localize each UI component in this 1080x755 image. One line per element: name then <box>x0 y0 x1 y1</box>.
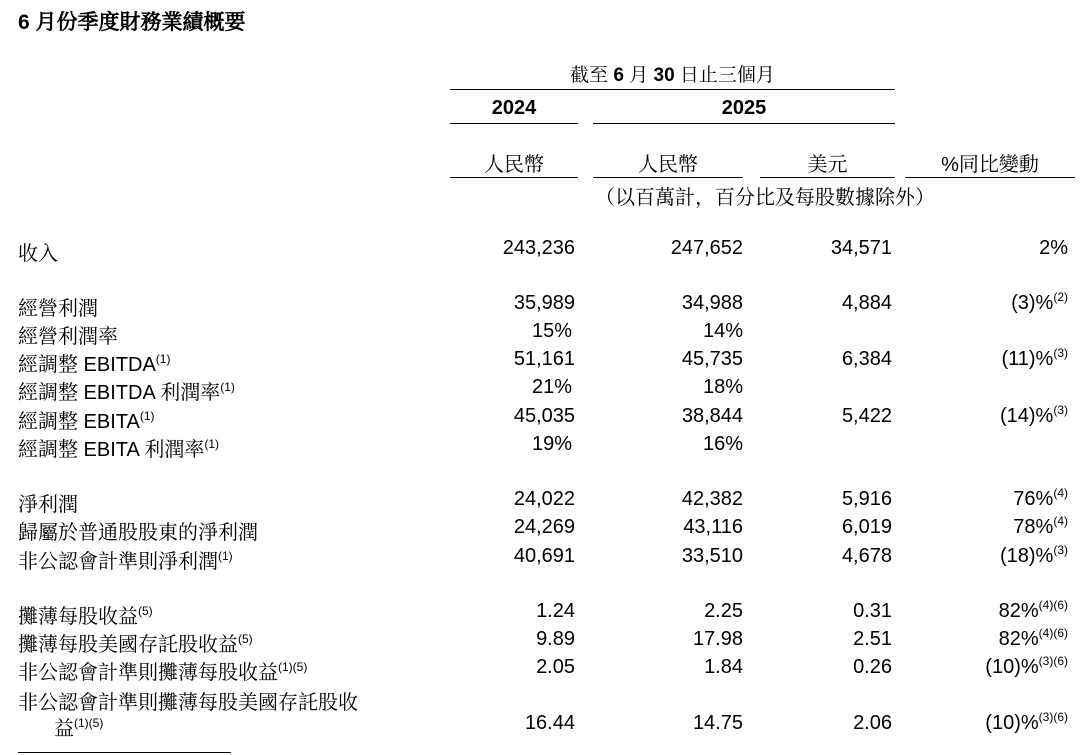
value-2025-usd: 6,019 <box>841 516 892 538</box>
value-2025-rmb: 17.98 <box>692 628 743 650</box>
value-yoy-change <box>900 628 1068 651</box>
period-post: 日止三個月 <box>679 65 775 86</box>
currency-usd: 美元 <box>807 154 848 176</box>
currency-rmb-2025-underline <box>593 177 743 178</box>
row-label-text: 非公認會計準則攤薄每股收益 <box>18 662 278 684</box>
value-yoy-change <box>900 600 1068 623</box>
row-label <box>18 488 78 517</box>
yoy-change-text: (10)% <box>985 656 1039 678</box>
row-label-text: 經調整 EBITA <box>18 411 140 433</box>
footnote-ref: (4) <box>1053 486 1068 500</box>
footnote-ref: (1)(5) <box>74 716 104 730</box>
yoy-change-text: 2% <box>1039 237 1068 259</box>
row-label-text: 收入 <box>18 243 58 265</box>
value-2025-usd: 5,422 <box>841 405 892 427</box>
row-label <box>18 292 98 321</box>
value-yoy-change <box>900 405 1068 428</box>
value-2025-rmb: 247,652 <box>670 237 743 259</box>
row-label <box>18 516 258 545</box>
value-2024-rmb: 16.44 <box>524 712 575 734</box>
footnote-ref: (5) <box>138 604 153 618</box>
value-2025-rmb: 1.84 <box>704 656 743 678</box>
value-yoy-change <box>900 656 1068 679</box>
footnote-ref: (1) <box>204 437 219 451</box>
footnote-ref: (1)(5) <box>278 660 308 674</box>
value-2025-rmb: 14.75 <box>692 712 743 734</box>
footnote-ref: (3)(6) <box>1038 710 1068 724</box>
value-2024-rmb: 19% <box>531 433 572 455</box>
period-month: 6 <box>613 65 624 86</box>
value-2025-rmb: 16% <box>702 433 743 455</box>
footnote-ref: (5) <box>238 632 253 646</box>
row-label-text: 經調整 EBITA 利潤率 <box>18 439 205 461</box>
period-pre: 截至 <box>570 65 609 86</box>
row-label-text: 經營利潤 <box>18 298 98 320</box>
value-yoy-change <box>900 516 1068 539</box>
year-2025-header: 2025 <box>721 97 767 119</box>
row-label-text: 淨利潤 <box>18 494 78 516</box>
footnote-ref: (3) <box>1053 543 1068 557</box>
value-2025-rmb: 38,844 <box>681 405 743 427</box>
year-2025-underline <box>593 123 895 124</box>
period-header <box>450 60 895 87</box>
value-2025-rmb: 42,382 <box>681 488 743 510</box>
yoy-change-text: (10)% <box>985 712 1039 734</box>
value-2025-rmb: 2.25 <box>704 600 743 622</box>
row-label <box>18 376 235 405</box>
value-2024-rmb: 35,989 <box>513 292 575 314</box>
row-label <box>18 545 233 574</box>
footnote-ref: (3) <box>1053 403 1068 417</box>
row-label-continued <box>54 712 103 741</box>
currency-rmb-2025: 人民幣 <box>638 154 698 176</box>
value-2024-rmb: 1.24 <box>536 600 575 622</box>
value-2024-rmb: 21% <box>531 376 572 398</box>
row-label <box>18 628 253 657</box>
footnote-ref: (1) <box>155 352 171 366</box>
yoy-change-text: 76% <box>1013 488 1054 510</box>
value-2025-rmb: 14% <box>702 320 743 342</box>
value-2025-rmb: 43,116 <box>683 516 743 538</box>
value-2024-rmb: 40,691 <box>513 545 575 567</box>
value-2024-rmb: 45,035 <box>513 405 575 427</box>
value-2025-rmb: 33,510 <box>681 545 743 567</box>
year-2024-header: 2024 <box>491 97 537 119</box>
row-label <box>18 348 170 377</box>
value-2024-rmb: 15% <box>531 320 572 342</box>
footnote-ref: (3)(6) <box>1038 654 1068 668</box>
footnote-ref: (1) <box>139 409 155 423</box>
footnote-ref: (1) <box>218 549 233 563</box>
value-2024-rmb: 243,236 <box>502 237 575 259</box>
currency-rmb-2024: 人民幣 <box>484 154 544 176</box>
row-label <box>18 320 118 349</box>
row-label-text: 攤薄每股收益 <box>18 606 138 628</box>
yoy-change-text: (11)% <box>1001 348 1054 370</box>
change-header-underline <box>905 177 1075 178</box>
value-2025-usd: 0.26 <box>853 656 892 678</box>
value-2025-rmb: 45,735 <box>681 348 743 370</box>
value-yoy-change <box>900 237 1068 260</box>
footnote-ref: (3) <box>1053 346 1068 360</box>
period-mid: 月 <box>629 65 649 86</box>
yoy-change-text: 78% <box>1013 516 1054 538</box>
period-underline <box>450 89 895 90</box>
value-2025-usd: 5,916 <box>841 488 892 510</box>
value-yoy-change <box>900 488 1068 511</box>
page-title: 6 月份季度財務業績概要 <box>18 11 246 34</box>
value-2025-usd: 6,384 <box>841 348 892 370</box>
value-2024-rmb: 9.89 <box>536 628 575 650</box>
row-label-text: 非公認會計準則攤薄每股美國存託股收 <box>18 692 358 714</box>
footnote-ref: (4) <box>1053 514 1068 528</box>
row-label <box>18 686 358 715</box>
row-label-text: 經調整 EBITDA <box>18 354 156 376</box>
row-label-text: 經調整 EBITDA 利潤率 <box>18 382 221 404</box>
value-2025-usd: 4,884 <box>841 292 892 314</box>
row-label <box>18 600 153 629</box>
period-day: 30 <box>653 65 675 86</box>
row-label <box>18 405 155 434</box>
change-header: %同比變動 <box>941 154 1039 176</box>
row-label <box>18 237 58 266</box>
row-label-text: 非公認會計準則淨利潤 <box>18 551 218 573</box>
currency-usd-underline <box>760 177 895 178</box>
value-2024-rmb: 51,161 <box>513 348 575 370</box>
footnote-ref: (4)(6) <box>1038 598 1068 612</box>
value-2025-usd: 2.51 <box>853 628 892 650</box>
footnote-ref: (2) <box>1053 290 1068 304</box>
value-2025-usd: 4,678 <box>841 545 892 567</box>
yoy-change-text: (18)% <box>999 545 1054 567</box>
value-2025-rmb: 34,988 <box>681 292 743 314</box>
row-label-text: 經營利潤率 <box>18 326 118 348</box>
row-label-text-continued: 益 <box>54 718 74 740</box>
currency-rmb-2024-underline <box>450 177 578 178</box>
value-yoy-change <box>900 545 1068 568</box>
value-2024-rmb: 2.05 <box>536 656 575 678</box>
row-label-text: 攤薄每股美國存託股收益 <box>18 634 238 656</box>
value-2024-rmb: 24,269 <box>513 516 575 538</box>
value-2024-rmb: 24,022 <box>513 488 575 510</box>
value-2025-rmb: 18% <box>702 376 743 398</box>
row-label-text: 歸屬於普通股股東的淨利潤 <box>18 522 258 544</box>
value-2025-usd: 34,571 <box>830 237 892 259</box>
yoy-change-text: 82% <box>998 628 1039 650</box>
yoy-change-text: (3)% <box>1011 292 1054 314</box>
year-2024-underline <box>450 123 578 124</box>
value-2025-usd: 2.06 <box>853 712 892 734</box>
value-yoy-change <box>900 712 1068 735</box>
yoy-change-text: 82% <box>998 600 1039 622</box>
row-label <box>18 433 219 462</box>
footnote-ref: (4)(6) <box>1038 626 1068 640</box>
footnote-ref: (1) <box>220 380 235 394</box>
value-yoy-change <box>900 292 1068 315</box>
yoy-change-text: (14)% <box>999 405 1054 427</box>
row-label <box>18 656 307 685</box>
footnote-divider <box>18 752 231 753</box>
unit-note: （以百萬計，百分比及每股數據除外） <box>595 187 935 209</box>
value-2025-usd: 0.31 <box>853 600 892 622</box>
value-yoy-change <box>900 348 1068 371</box>
